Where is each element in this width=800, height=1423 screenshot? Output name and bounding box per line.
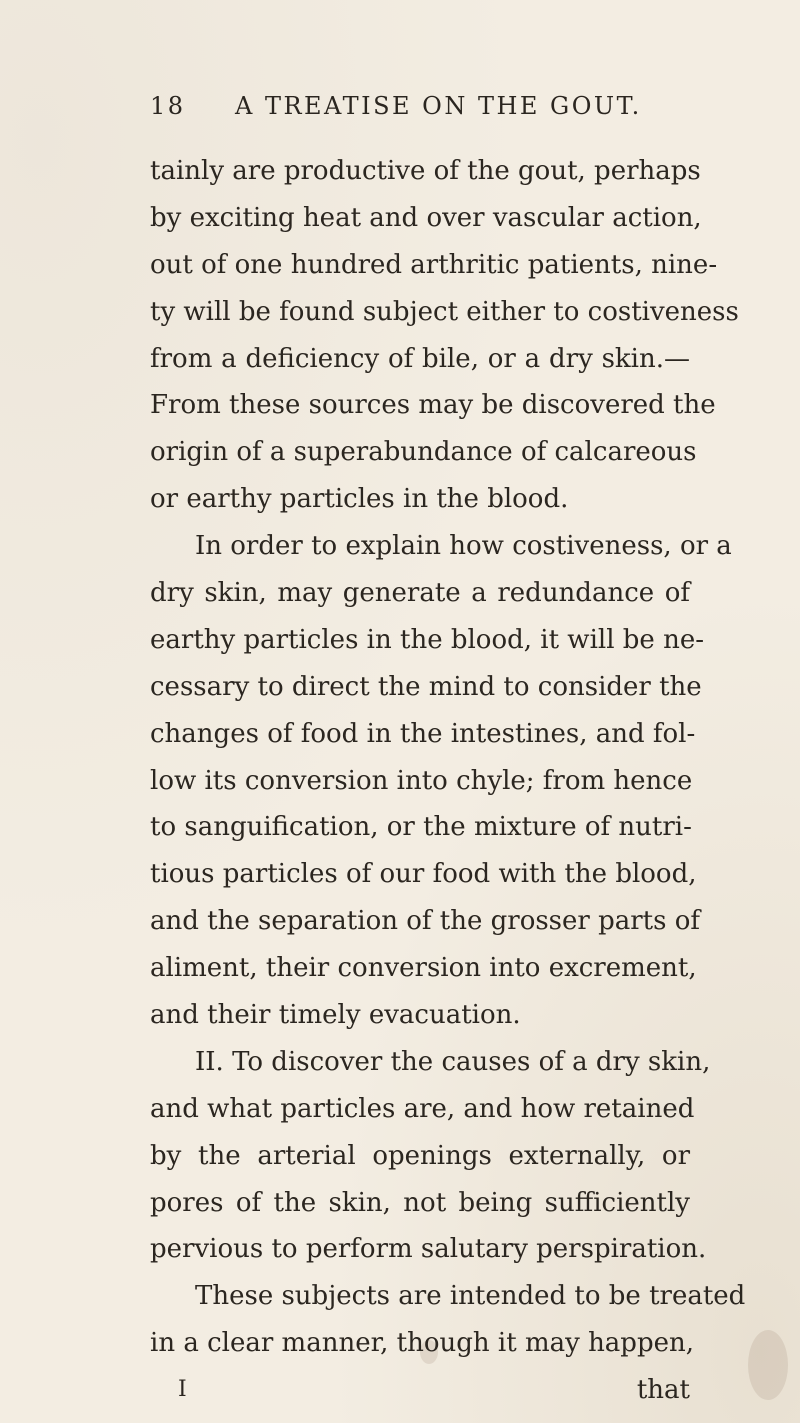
text-line: From these sources may be discovered the bbox=[150, 390, 716, 421]
text-line: or earthy particles in the blood. bbox=[150, 484, 569, 515]
text-line: tious particles of our food with the blood, bbox=[150, 859, 697, 890]
foxing-spot bbox=[748, 1330, 788, 1400]
text-line: tainly are productive of the gout, perhaps bbox=[150, 156, 701, 186]
text-line: These subjects are intended to be treated bbox=[195, 1281, 746, 1312]
text-line: aliment, their conversion into excrement, bbox=[150, 953, 697, 984]
text-line: in a clear manner, though it may happen, bbox=[150, 1328, 694, 1359]
text-line: dry skin, may generate a redundance of bbox=[150, 578, 690, 609]
body-text bbox=[150, 148, 746, 1414]
text-line: and what particles are, and how retained bbox=[150, 1093, 695, 1124]
text-line: ty will be found subject either to costiveness bbox=[150, 296, 739, 327]
text-line: changes of food in the intestines, and fol- bbox=[150, 718, 696, 749]
text-line: origin of a superabundance of calcareous bbox=[150, 437, 697, 468]
text-line: from a deficiency of bile, or a dry skin.— bbox=[150, 343, 690, 374]
page-number: 18 bbox=[150, 92, 186, 120]
text-line: by exciting heat and over vascular action, bbox=[150, 202, 702, 233]
running-title: A TREATISE ON THE GOUT. bbox=[235, 92, 642, 120]
text-line: pervious to perform salutary perspiration. bbox=[150, 1234, 707, 1265]
text-line: low its conversion into chyle; from hence bbox=[150, 765, 693, 796]
running-head bbox=[150, 92, 680, 136]
catch-line bbox=[150, 1367, 690, 1414]
text-line: and the separation of the grosser parts of bbox=[150, 906, 701, 937]
text-line: earthy particles in the blood, it will be ne- bbox=[150, 624, 704, 655]
text-line: to sanguification, or the mixture of nutri- bbox=[150, 812, 692, 843]
text-line: and their timely evacuation. bbox=[150, 1000, 521, 1031]
signature-mark: I bbox=[178, 1377, 187, 1403]
text-line: pores of the skin, not being sufficiently bbox=[150, 1187, 690, 1218]
text-line: cessary to direct the mind to consider the bbox=[150, 671, 702, 702]
text-line: by the arterial openings externally, or bbox=[150, 1140, 690, 1171]
text-line: out of one hundred arthritic patients, nine- bbox=[150, 249, 718, 280]
catchword: that bbox=[636, 1375, 690, 1406]
text-line: In order to explain how costiveness, or a bbox=[195, 531, 732, 562]
text-line: II. To discover the causes of a dry skin, bbox=[195, 1046, 711, 1077]
